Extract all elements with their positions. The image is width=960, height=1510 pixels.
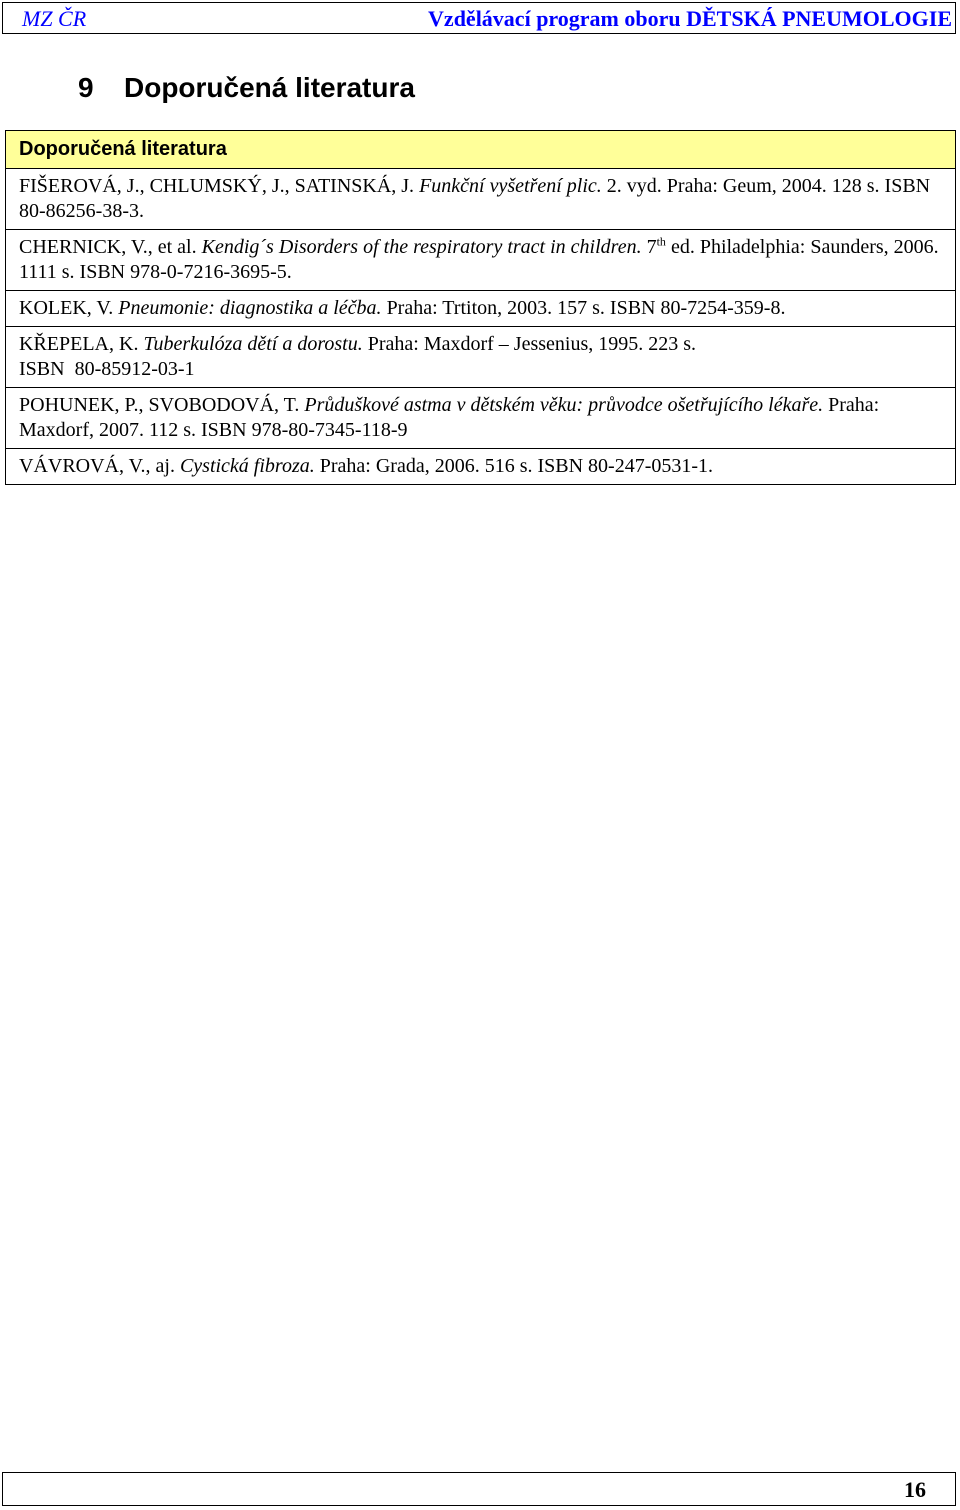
entry-edition-suffix: th (656, 234, 666, 249)
chapter-title: Doporučená literatura (124, 72, 415, 103)
entry-title: Pneumonie: diagnostika a léčba. (118, 297, 382, 319)
table-row (6, 327, 956, 388)
entry-title: Kendig´s Disorders of the respiratory tract in children. (201, 236, 642, 258)
entry-authors: KOLEK, V. (19, 297, 114, 319)
literature-entry (6, 327, 956, 388)
entry-details: Praha: Maxdorf, 2007. 112 s. ISBN 978-80-7345-118-9 (19, 394, 880, 441)
literature-entry (6, 449, 956, 485)
entry-authors: POHUNEK, P., SVOBODOVÁ, T. (19, 394, 300, 416)
page-header (2, 2, 956, 34)
entry-authors: KŘEPELA, K. (19, 333, 139, 355)
table-row (6, 449, 956, 485)
page-footer (2, 1472, 956, 1506)
entry-title: Funkční vyšetření plic. (419, 175, 602, 197)
entry-edition-number: 7 (646, 236, 657, 258)
entry-title: Průduškové astma v dětském věku: průvodce ošetřujícího lékaře. (304, 394, 824, 416)
header-right-text: Vzdělávací program oboru DĚTSKÁ PNEUMOLOGIE (428, 6, 952, 31)
table-row (6, 388, 956, 449)
chapter-number: 9 (78, 72, 94, 103)
entry-details: Praha: Grada, 2006. 516 s. ISBN 80-247-0531-1. (319, 455, 714, 477)
table-row (6, 169, 956, 230)
entry-details: Praha: Trtiton, 2003. 157 s. ISBN 80-7254-359-8. (386, 297, 786, 319)
table-row (6, 291, 956, 327)
literature-entry (6, 169, 956, 230)
entry-title: Tuberkulóza dětí a dorostu. (143, 333, 363, 355)
header-left-text: MZ ČR (22, 6, 87, 31)
table-row (6, 230, 956, 291)
literature-entry (6, 230, 956, 291)
entry-details: ed. Philadelphia: Saunders, 2006. 1111 s. ISBN 978-0-7216-3695-5. (19, 236, 939, 283)
entry-authors: FIŠEROVÁ, J., CHLUMSKÝ, J., SATINSKÁ, J. (19, 175, 415, 197)
literature-entry (6, 388, 956, 449)
table-header: Doporučená literatura (6, 131, 956, 169)
entry-details: 2. vyd. Praha: Geum, 2004. 128 s. ISBN 80-86256-38-3. (19, 175, 931, 222)
literature-table (5, 130, 956, 485)
entry-authors: CHERNICK, V., et al. (19, 236, 197, 258)
chapter-heading (78, 72, 415, 104)
page-number: 16 (904, 1477, 926, 1502)
entry-title: Cystická fibroza. (179, 455, 315, 477)
entry-isbn: ISBN 80-85912-03-1 (19, 358, 195, 380)
table-header-row (6, 131, 956, 169)
literature-entry (6, 291, 956, 327)
entry-details: Praha: Maxdorf – Jessenius, 1995. 223 s. (367, 333, 697, 355)
entry-authors: VÁVROVÁ, V., aj. (19, 455, 175, 477)
